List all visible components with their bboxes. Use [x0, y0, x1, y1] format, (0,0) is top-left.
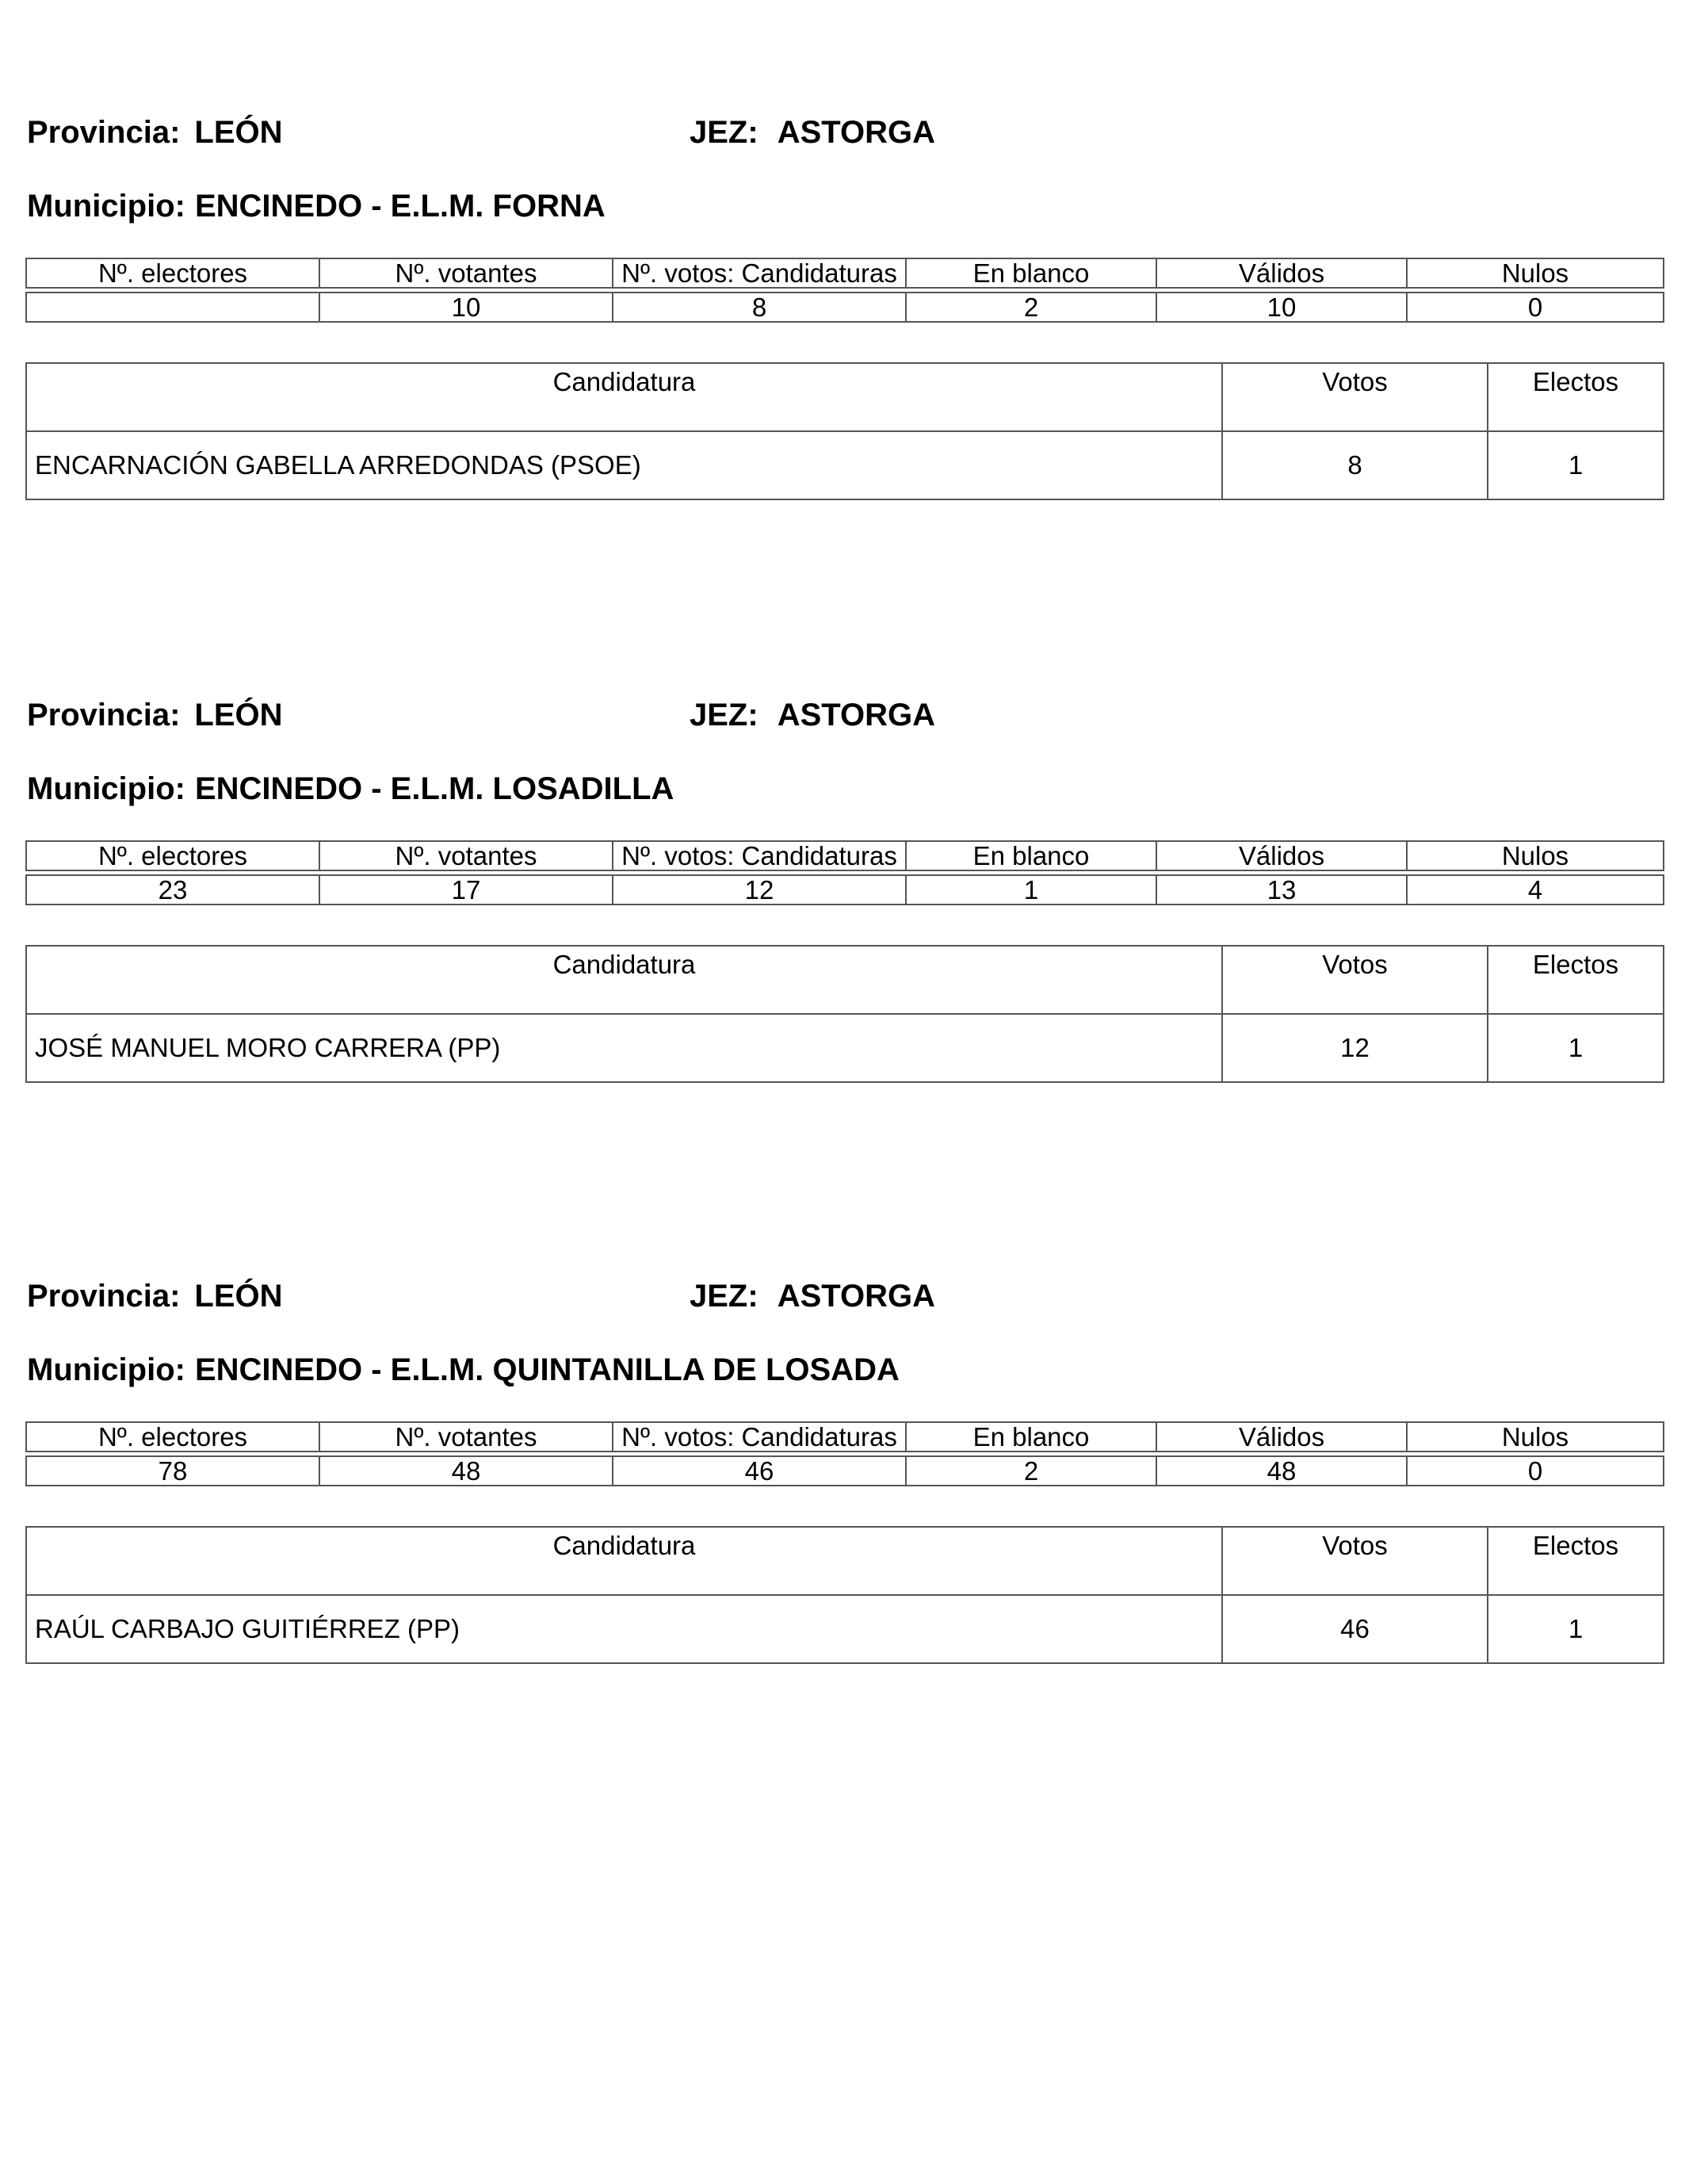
- provincia-line: [27, 1275, 283, 1318]
- col-votantes-header: Nº. votantes: [319, 258, 613, 288]
- stats-table: [25, 1421, 1664, 1486]
- candidate-row: [26, 1014, 1664, 1082]
- col-votos-candidaturas-header: Nº. votos: Candidaturas: [613, 1422, 906, 1452]
- provincia-line: [27, 694, 283, 736]
- provincia-label: Provincia:: [27, 115, 181, 150]
- votos-header: Votos: [1222, 363, 1488, 431]
- municipio-value: ENCINEDO - E.L.M. QUINTANILLA DE LOSADA: [194, 1352, 900, 1387]
- provincia-value: LEÓN: [194, 115, 283, 150]
- validos-value: 10: [1156, 293, 1407, 322]
- votos-header: Votos: [1222, 946, 1488, 1014]
- municipality-section: [25, 694, 1663, 1062]
- section-header: [25, 1275, 1663, 1318]
- col-votos-candidaturas-header: Nº. votos: Candidaturas: [613, 258, 906, 288]
- electores-value: [26, 293, 319, 322]
- jez-line: [690, 1275, 935, 1318]
- candidate-name: RAÚL CARBAJO GUITIÉRREZ (PP): [26, 1595, 1222, 1663]
- votos-candidaturas-value: 46: [613, 1456, 906, 1486]
- municipio-value: ENCINEDO - E.L.M. FORNA: [194, 189, 606, 224]
- jez-line: [690, 111, 935, 154]
- candidates-table: [25, 362, 1664, 500]
- stats-header-row: [26, 1422, 1664, 1452]
- jez-value: ASTORGA: [777, 115, 935, 150]
- col-electores-header: Nº. electores: [26, 841, 319, 870]
- electos-header: Electos: [1488, 946, 1664, 1014]
- provincia-value: LEÓN: [194, 1279, 283, 1314]
- candidate-electos: 1: [1488, 1014, 1664, 1082]
- provincia-label: Provincia:: [27, 698, 181, 732]
- jez-label: JEZ:: [690, 115, 758, 150]
- municipio-label: Municipio:: [27, 189, 185, 224]
- candidate-electos: 1: [1488, 1595, 1664, 1663]
- col-en-blanco-header: En blanco: [906, 258, 1156, 288]
- candidates-table: [25, 945, 1664, 1083]
- jez-line: [690, 694, 935, 736]
- provincia-line: [27, 111, 283, 154]
- candidatura-header: Candidatura: [26, 946, 1222, 1014]
- en-blanco-value: 2: [906, 1456, 1156, 1486]
- candidate-name: JOSÉ MANUEL MORO CARRERA (PP): [26, 1014, 1222, 1082]
- en-blanco-value: 1: [906, 875, 1156, 905]
- municipality-section: [25, 1275, 1663, 1643]
- candidates-header-row: [26, 946, 1664, 1014]
- votos-candidaturas-value: 12: [613, 875, 906, 905]
- jez-label: JEZ:: [690, 698, 758, 732]
- candidates-header-row: [26, 1527, 1664, 1595]
- candidate-row: [26, 431, 1664, 499]
- stats-header-row: [26, 841, 1664, 870]
- stats-table: [25, 840, 1664, 905]
- electos-header: Electos: [1488, 363, 1664, 431]
- jez-label: JEZ:: [690, 1279, 758, 1314]
- provincia-label: Provincia:: [27, 1279, 181, 1314]
- electores-value: 23: [26, 875, 319, 905]
- municipio-value: ENCINEDO - E.L.M. LOSADILLA: [194, 771, 674, 806]
- electores-value: 78: [26, 1456, 319, 1486]
- nulos-value: 4: [1407, 875, 1664, 905]
- section-header: [25, 111, 1663, 154]
- votantes-value: 17: [319, 875, 613, 905]
- candidate-electos: 1: [1488, 431, 1664, 499]
- col-nulos-header: Nulos: [1407, 258, 1664, 288]
- col-electores-header: Nº. electores: [26, 1422, 319, 1452]
- stats-value-row: [26, 1456, 1664, 1486]
- municipio-line: [25, 1348, 1663, 1391]
- votos-candidaturas-value: 8: [613, 293, 906, 322]
- col-votantes-header: Nº. votantes: [319, 1422, 613, 1452]
- col-validos-header: Válidos: [1156, 1422, 1407, 1452]
- jez-value: ASTORGA: [777, 698, 935, 732]
- jez-value: ASTORGA: [777, 1279, 935, 1314]
- col-nulos-header: Nulos: [1407, 1422, 1664, 1452]
- municipio-line: [25, 185, 1663, 228]
- municipio-label: Municipio:: [27, 771, 185, 806]
- votos-header: Votos: [1222, 1527, 1488, 1595]
- stats-value-row: [26, 293, 1664, 322]
- candidatura-header: Candidatura: [26, 1527, 1222, 1595]
- en-blanco-value: 2: [906, 293, 1156, 322]
- votantes-value: 48: [319, 1456, 613, 1486]
- candidate-votos: 46: [1222, 1595, 1488, 1663]
- col-en-blanco-header: En blanco: [906, 841, 1156, 870]
- validos-value: 13: [1156, 875, 1407, 905]
- section-header: [25, 694, 1663, 736]
- stats-table: [25, 258, 1664, 323]
- municipality-section: [25, 111, 1663, 480]
- col-votantes-header: Nº. votantes: [319, 841, 613, 870]
- electos-header: Electos: [1488, 1527, 1664, 1595]
- col-votos-candidaturas-header: Nº. votos: Candidaturas: [613, 841, 906, 870]
- municipio-label: Municipio:: [27, 1352, 185, 1387]
- stats-header-row: [26, 258, 1664, 288]
- nulos-value: 0: [1407, 293, 1664, 322]
- candidate-name: ENCARNACIÓN GABELLA ARREDONDAS (PSOE): [26, 431, 1222, 499]
- col-validos-header: Válidos: [1156, 258, 1407, 288]
- nulos-value: 0: [1407, 1456, 1664, 1486]
- candidate-votos: 12: [1222, 1014, 1488, 1082]
- votantes-value: 10: [319, 293, 613, 322]
- col-validos-header: Válidos: [1156, 841, 1407, 870]
- municipio-line: [25, 767, 1663, 810]
- validos-value: 48: [1156, 1456, 1407, 1486]
- stats-value-row: [26, 875, 1664, 905]
- candidate-votos: 8: [1222, 431, 1488, 499]
- candidatura-header: Candidatura: [26, 363, 1222, 431]
- provincia-value: LEÓN: [194, 698, 283, 732]
- candidates-table: [25, 1526, 1664, 1664]
- candidates-header-row: [26, 363, 1664, 431]
- col-en-blanco-header: En blanco: [906, 1422, 1156, 1452]
- candidate-row: [26, 1595, 1664, 1663]
- col-electores-header: Nº. electores: [26, 258, 319, 288]
- col-nulos-header: Nulos: [1407, 841, 1664, 870]
